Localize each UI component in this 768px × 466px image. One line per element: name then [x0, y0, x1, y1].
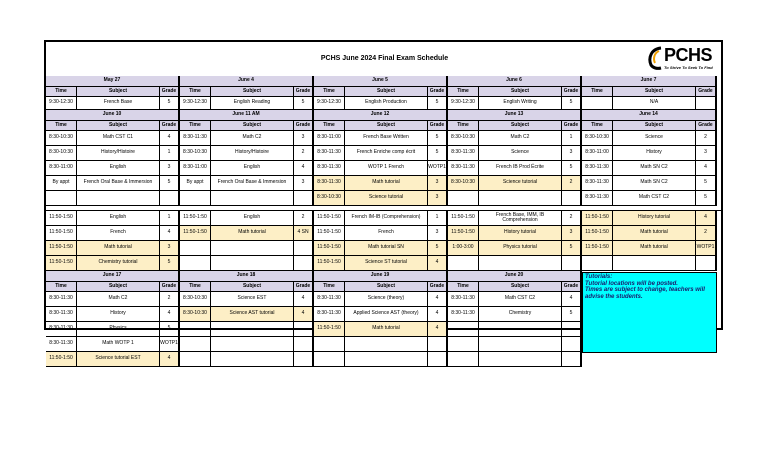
exam-grade: 5	[428, 131, 448, 146]
exam-time: By appt	[180, 176, 211, 191]
exam-grade	[428, 337, 448, 352]
column-header-subject: Subject	[211, 87, 294, 97]
exam-time: 1:00-3:00	[448, 241, 479, 256]
exam-subject: French	[77, 226, 160, 241]
column-header-grade: Grade	[160, 121, 180, 131]
column-header-time: Time	[314, 282, 345, 292]
exam-subject: Science	[613, 131, 696, 146]
exam-subject: WOTP 1 French	[345, 161, 428, 176]
exam-subject: French Base Written	[345, 131, 428, 146]
exam-time: 9:30-12:30	[180, 97, 211, 110]
column-header-time: Time	[46, 282, 77, 292]
exam-grade: WOTP1	[428, 161, 448, 176]
exam-grade: 5	[562, 307, 582, 322]
exam-subject	[345, 352, 428, 367]
day-header: June 11 AM	[180, 110, 314, 121]
day-header: June 17	[46, 271, 180, 282]
exam-grade	[294, 256, 314, 271]
exam-subject: Math tutorial	[77, 241, 160, 256]
exam-grade: 4	[160, 352, 180, 367]
exam-grade: 4	[160, 131, 180, 146]
exam-grade: 3	[562, 146, 582, 161]
exam-subject: Science tutorial EST	[77, 352, 160, 367]
column-header-grade: Grade	[562, 282, 582, 292]
exam-time: 8:30-11:30	[46, 337, 77, 352]
column-header-time: Time	[448, 87, 479, 97]
exam-subject: English	[77, 211, 160, 226]
table-row	[46, 191, 723, 206]
column-header-time: Time	[582, 121, 613, 131]
day-header-row	[46, 76, 723, 87]
exam-grade: WOTP1	[696, 241, 717, 256]
column-header-subject: Subject	[479, 87, 562, 97]
exam-subject: Science	[479, 146, 562, 161]
exam-grade: 4	[294, 161, 314, 176]
exam-time: 8:30-11:30	[314, 176, 345, 191]
exam-grade: 4	[562, 292, 582, 307]
exam-time: 11:50-1:50	[582, 211, 613, 226]
exam-grade: 4	[428, 322, 448, 337]
exam-subject: Science tutorial	[479, 176, 562, 191]
exam-subject: Science EST	[211, 292, 294, 307]
exam-time	[314, 352, 345, 367]
exam-time: 8:30-11:30	[582, 176, 613, 191]
column-header-subject: Subject	[211, 121, 294, 131]
exam-subject: History tutorial	[613, 211, 696, 226]
column-header-grade: Grade	[160, 87, 180, 97]
logo-tagline: To Strive To Seek To Find	[664, 65, 713, 70]
exam-grade: 2	[696, 226, 717, 241]
column-header-subject: Subject	[77, 87, 160, 97]
page-title: PCHS June 2024 Final Exam Schedule	[320, 55, 449, 62]
exam-time: 11:50-1:50	[46, 226, 77, 241]
exam-grade: 3	[428, 176, 448, 191]
exam-time: 8:30-10:30	[180, 307, 211, 322]
column-header-grade: Grade	[294, 87, 314, 97]
exam-grade: 4	[428, 256, 448, 271]
exam-grade	[294, 337, 314, 352]
exam-time: 8:30-11:30	[448, 307, 479, 322]
day-header: June 13	[448, 110, 582, 121]
exam-time: 8:30-11:30	[448, 161, 479, 176]
day-header: June 7	[582, 76, 717, 87]
exam-grade: 5	[696, 191, 717, 206]
exam-grade: 5	[160, 256, 180, 271]
exam-time: 9:30-12:30	[448, 97, 479, 110]
exam-grade: 4	[160, 307, 180, 322]
exam-subject	[211, 256, 294, 271]
exam-grade: 5	[294, 97, 314, 110]
exam-grade: WOTP1	[160, 337, 180, 352]
exam-time	[180, 337, 211, 352]
exam-grade	[428, 352, 448, 367]
exam-time	[448, 191, 479, 206]
exam-time: 8:30-11:00	[582, 146, 613, 161]
exam-time: 11:50-1:50	[46, 352, 77, 367]
day-header: June 20	[448, 271, 582, 282]
exam-grade: 5	[428, 97, 448, 110]
exam-time	[180, 322, 211, 337]
exam-subject: Math SN C2	[613, 161, 696, 176]
column-header-grade: Grade	[294, 282, 314, 292]
logo-arc-icon	[647, 46, 665, 70]
exam-time: 8:30-10:30	[46, 146, 77, 161]
exam-time: 8:30-11:00	[314, 131, 345, 146]
column-header-time: Time	[314, 121, 345, 131]
exam-time: 11:50-1:50	[314, 322, 345, 337]
table-row	[46, 352, 723, 367]
exam-grade: 5	[160, 322, 180, 337]
exam-time	[448, 322, 479, 337]
exam-time: 8:30-10:30	[314, 191, 345, 206]
exam-time: 8:30-11:30	[314, 161, 345, 176]
exam-subject	[211, 241, 294, 256]
exam-subject: Math CST C2	[479, 292, 562, 307]
exam-time: 8:30-11:00	[180, 161, 211, 176]
exam-time: 11:50-1:50	[314, 211, 345, 226]
exam-subject	[211, 337, 294, 352]
exam-grade: 4	[428, 307, 448, 322]
exam-subject: French Base	[77, 97, 160, 110]
column-header-subject: Subject	[211, 282, 294, 292]
exam-subject: English	[77, 161, 160, 176]
column-header-row	[46, 121, 723, 131]
exam-subject	[345, 337, 428, 352]
exam-subject	[77, 191, 160, 206]
exam-subject	[479, 256, 562, 271]
column-header-time: Time	[46, 87, 77, 97]
exam-time	[180, 352, 211, 367]
column-header-grade: Grade	[696, 121, 717, 131]
exam-grade	[294, 352, 314, 367]
table-row	[46, 161, 723, 176]
exam-grade: 3	[562, 226, 582, 241]
exam-grade	[294, 322, 314, 337]
exam-subject: Math C2	[77, 292, 160, 307]
exam-subject: Math tutorial	[211, 226, 294, 241]
exam-grade	[562, 256, 582, 271]
exam-subject	[479, 191, 562, 206]
exam-time: 8:30-11:30	[448, 292, 479, 307]
column-header-subject: Subject	[479, 282, 562, 292]
table-row	[46, 241, 723, 256]
exam-subject: Chemistry	[479, 307, 562, 322]
column-header-subject: Subject	[345, 282, 428, 292]
exam-subject: Math tutorial	[613, 241, 696, 256]
exam-subject: English	[211, 211, 294, 226]
exam-subject	[479, 337, 562, 352]
exam-grade: 2	[696, 131, 717, 146]
exam-subject	[211, 191, 294, 206]
exam-subject: French Oral Base & Immersion	[211, 176, 294, 191]
exam-subject: English Writing	[479, 97, 562, 110]
exam-time: 11:50-1:50	[448, 226, 479, 241]
exam-subject: Math WOTP 1	[77, 337, 160, 352]
exam-time: 8:30-11:30	[448, 146, 479, 161]
exam-subject: Science ST tutorial	[345, 256, 428, 271]
exam-time: 11:50-1:50	[46, 256, 77, 271]
table-row	[46, 176, 723, 191]
exam-grade	[562, 352, 582, 367]
column-header-grade: Grade	[294, 121, 314, 131]
column-header-time: Time	[314, 87, 345, 97]
exam-subject: History	[613, 146, 696, 161]
exam-time: 8:30-11:00	[46, 161, 77, 176]
column-header-subject: Subject	[77, 282, 160, 292]
column-header-time: Time	[180, 121, 211, 131]
exam-grade: 5	[562, 241, 582, 256]
column-header-time: Time	[180, 87, 211, 97]
exam-grade	[294, 191, 314, 206]
exam-grade: 5	[562, 161, 582, 176]
exam-subject: Math tutorial SN	[345, 241, 428, 256]
tutorial-note-line: Times are subject to change, teachers will advise the students.	[585, 287, 705, 300]
exam-time: 8:30-11:30	[314, 307, 345, 322]
exam-schedule-sheet	[44, 40, 723, 362]
exam-subject: History	[77, 307, 160, 322]
exam-grade: 5	[428, 146, 448, 161]
column-header-subject: Subject	[345, 87, 428, 97]
exam-time: 11:50-1:50	[180, 226, 211, 241]
exam-grade: 4	[696, 211, 717, 226]
exam-subject: French IM-IB (Comprehension)	[345, 211, 428, 226]
exam-time	[448, 352, 479, 367]
exam-grade: 1	[160, 211, 180, 226]
exam-time: 8:30-10:30	[46, 131, 77, 146]
day-header: June 6	[448, 76, 582, 87]
exam-time: 11:50-1:50	[582, 241, 613, 256]
exam-grade: 1	[562, 131, 582, 146]
logo-name: PCHS	[664, 45, 713, 65]
exam-time: 8:30-11:30	[582, 191, 613, 206]
column-header-subject: Subject	[613, 121, 696, 131]
exam-grade: 5	[428, 241, 448, 256]
exam-subject: English Production	[345, 97, 428, 110]
exam-time: By appt	[46, 176, 77, 191]
exam-time: 8:30-11:30	[314, 292, 345, 307]
exam-grade: 3	[160, 161, 180, 176]
exam-subject: Math C2	[479, 131, 562, 146]
day-header: June 4	[180, 76, 314, 87]
exam-grade	[696, 256, 717, 271]
exam-time: 11:50-1:50	[46, 211, 77, 226]
exam-subject: Math CST C1	[77, 131, 160, 146]
column-header-subject: Subject	[345, 121, 428, 131]
exam-subject: English Reading	[211, 97, 294, 110]
exam-time: 11:50-1:50	[314, 256, 345, 271]
exam-grade	[562, 322, 582, 337]
day-header: May 27	[46, 76, 180, 87]
exam-grade: 5	[160, 97, 180, 110]
exam-grade: 2	[160, 292, 180, 307]
day-header-row	[46, 110, 723, 121]
exam-subject: Math CST C2	[613, 191, 696, 206]
day-header: June 10	[46, 110, 180, 121]
exam-subject: French Enriche comp écrit	[345, 146, 428, 161]
exam-grade: 4	[294, 292, 314, 307]
exam-time	[448, 337, 479, 352]
exam-subject: N/A	[613, 97, 696, 110]
column-header-grade: Grade	[562, 87, 582, 97]
exam-subject: History/Histoire	[211, 146, 294, 161]
exam-grade: 5	[562, 97, 582, 110]
table-row	[46, 211, 723, 226]
column-header-subject: Subject	[77, 121, 160, 131]
column-header-time: Time	[448, 282, 479, 292]
exam-grade	[562, 191, 582, 206]
exam-grade: 4 SN	[294, 226, 314, 241]
exam-time: 8:30-10:30	[448, 131, 479, 146]
column-header-row	[46, 87, 723, 97]
exam-time	[582, 256, 613, 271]
column-header-time: Time	[46, 121, 77, 131]
exam-subject: Physics tutorial	[479, 241, 562, 256]
exam-grade: 3	[428, 226, 448, 241]
exam-grade: 2	[294, 211, 314, 226]
exam-grade: 4	[160, 226, 180, 241]
column-header-grade: Grade	[562, 121, 582, 131]
exam-time: 8:30-11:30	[46, 292, 77, 307]
column-header-grade: Grade	[696, 87, 717, 97]
exam-subject: Science AST tutorial	[211, 307, 294, 322]
column-header-grade: Grade	[428, 121, 448, 131]
exam-time	[582, 97, 613, 110]
exam-time	[448, 256, 479, 271]
exam-time: 11:50-1:50	[180, 211, 211, 226]
column-header-time: Time	[448, 121, 479, 131]
exam-grade: 4	[428, 292, 448, 307]
exam-time: 8:30-11:30	[180, 131, 211, 146]
table-row	[46, 256, 723, 271]
exam-time: 9:30-12:30	[46, 97, 77, 110]
exam-time: 8:30-10:30	[582, 131, 613, 146]
exam-subject: Math tutorial	[345, 176, 428, 191]
exam-grade: 2	[562, 211, 582, 226]
tutorial-note-line: Tutorial locations will be posted.	[585, 280, 678, 287]
day-header: June 19	[314, 271, 448, 282]
exam-grade: 3	[294, 131, 314, 146]
column-header-subject: Subject	[479, 121, 562, 131]
exam-grade	[294, 241, 314, 256]
exam-subject: French Oral Base & Immersion	[77, 176, 160, 191]
exam-time	[314, 337, 345, 352]
exam-grade: 3	[294, 176, 314, 191]
exam-time: 8:30-11:30	[582, 161, 613, 176]
exam-time: 11:50-1:50	[448, 211, 479, 226]
exam-subject: French Base, IMM, IB Comprehension	[479, 211, 562, 226]
exam-subject: History tutorial	[479, 226, 562, 241]
column-header-grade: Grade	[428, 282, 448, 292]
exam-time	[180, 191, 211, 206]
exam-grade: 3	[696, 146, 717, 161]
exam-subject: Math tutorial	[345, 322, 428, 337]
day-header: June 14	[582, 110, 717, 121]
exam-subject: English	[211, 161, 294, 176]
exam-time: 8:30-11:30	[46, 322, 77, 337]
exam-time: 9:30-12:30	[314, 97, 345, 110]
exam-grade: 1	[428, 211, 448, 226]
exam-grade	[696, 97, 717, 110]
column-header-grade: Grade	[160, 282, 180, 292]
exam-time	[180, 256, 211, 271]
exam-subject	[211, 322, 294, 337]
school-logo	[645, 44, 721, 74]
exam-subject	[211, 352, 294, 367]
exam-subject: Math C2	[211, 131, 294, 146]
table-row	[46, 146, 723, 161]
exam-grade: 5	[160, 176, 180, 191]
day-header: June 5	[314, 76, 448, 87]
exam-grade: 3	[428, 191, 448, 206]
exam-subject: Science tutorial	[345, 191, 428, 206]
exam-grade: 3	[160, 241, 180, 256]
exam-subject: French	[345, 226, 428, 241]
exam-grade: 5	[696, 176, 717, 191]
exam-grade: 4	[696, 161, 717, 176]
exam-subject: Chemistry tutorial	[77, 256, 160, 271]
exam-grade	[160, 191, 180, 206]
exam-time: 8:30-10:30	[180, 146, 211, 161]
table-row	[46, 226, 723, 241]
tutorial-note-line: Tutorials:	[585, 274, 613, 280]
table-row	[46, 97, 723, 110]
exam-subject: Applied Science AST (theory)	[345, 307, 428, 322]
exam-grade: 1	[160, 146, 180, 161]
exam-subject: History/Histoire	[77, 146, 160, 161]
exam-subject	[479, 352, 562, 367]
table-row	[46, 131, 723, 146]
exam-time: 8:30-10:30	[180, 292, 211, 307]
tutorial-note	[582, 272, 717, 353]
exam-time: 11:50-1:50	[46, 241, 77, 256]
exam-time	[46, 191, 77, 206]
exam-grade: 2	[294, 146, 314, 161]
exam-time: 11:50-1:50	[582, 226, 613, 241]
day-header: June 12	[314, 110, 448, 121]
exam-grade: 2	[562, 176, 582, 191]
column-header-subject: Subject	[613, 87, 696, 97]
exam-subject	[479, 322, 562, 337]
exam-grade: 4	[294, 307, 314, 322]
exam-subject	[613, 256, 696, 271]
column-header-grade: Grade	[428, 87, 448, 97]
exam-time: 8:30-11:30	[314, 146, 345, 161]
exam-time: 11:50-1:50	[314, 241, 345, 256]
exam-subject: Math SN C2	[613, 176, 696, 191]
exam-subject: French IB Prod Écrite	[479, 161, 562, 176]
exam-time: 11:50-1:50	[314, 226, 345, 241]
column-header-time: Time	[180, 282, 211, 292]
exam-time: 8:30-11:30	[46, 307, 77, 322]
exam-subject: Physics	[77, 322, 160, 337]
column-header-time: Time	[582, 87, 613, 97]
day-header: June 18	[180, 271, 314, 282]
exam-subject: Science (theory)	[345, 292, 428, 307]
exam-grade	[562, 337, 582, 352]
exam-time: 8:30-10:30	[448, 176, 479, 191]
exam-time	[180, 241, 211, 256]
exam-subject: Math tutorial	[613, 226, 696, 241]
